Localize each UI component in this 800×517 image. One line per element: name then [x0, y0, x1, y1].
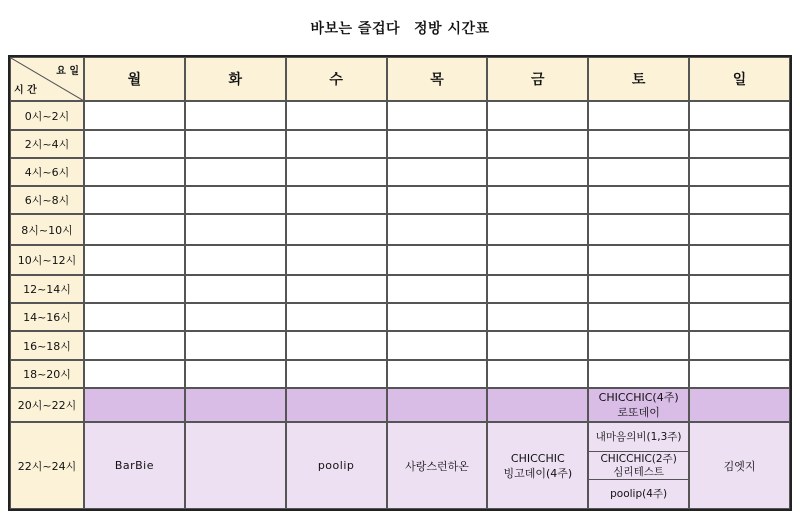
- program-name: 로또데이: [617, 406, 660, 420]
- schedule-cell: [84, 331, 185, 359]
- schedule-cell: [286, 360, 387, 388]
- schedule-cell: [588, 130, 689, 158]
- schedule-cell: [387, 101, 488, 129]
- program-name: 심리테스트: [613, 465, 664, 478]
- program-name: CHICCHIC(2주): [600, 452, 677, 465]
- schedule-cell: [84, 275, 185, 303]
- schedule-cell: [185, 331, 286, 359]
- day-header-tue: 화: [185, 57, 286, 101]
- schedule-cell: [84, 214, 185, 244]
- corner-time-label: 시 간: [14, 85, 37, 97]
- schedule-cell: [689, 331, 790, 359]
- schedule-cell: [185, 245, 286, 275]
- schedule-cell: [588, 245, 689, 275]
- title-part1: 바보는 즐겁다: [310, 21, 401, 37]
- schedule-cell: [588, 214, 689, 244]
- day-header-sat: 토: [588, 57, 689, 101]
- time-slot-label: 0시~2시: [10, 101, 84, 129]
- corner-cell: [10, 57, 84, 101]
- schedule-cell: [185, 214, 286, 244]
- corner-day-label: 요 일: [56, 66, 79, 77]
- schedule-cell: [185, 275, 286, 303]
- schedule-cell: [185, 422, 286, 509]
- schedule-cell: [588, 158, 689, 186]
- schedule-cell: [286, 303, 387, 331]
- schedule-cell: [286, 186, 387, 214]
- program-name: CHICCHIC(4주): [598, 391, 679, 405]
- schedule-cell: [286, 275, 387, 303]
- schedule-cell: [286, 214, 387, 244]
- time-slot-label: 14~16시: [10, 303, 84, 331]
- schedule-cell: [185, 388, 286, 422]
- sat-program-list: [589, 423, 688, 508]
- time-slot-label: 10시~12시: [10, 245, 84, 275]
- schedule-cell: [286, 331, 387, 359]
- schedule-cell: [588, 360, 689, 388]
- time-slot-label: 18~20시: [10, 360, 84, 388]
- schedule-cell: [387, 360, 488, 388]
- schedule-cell: [286, 130, 387, 158]
- header-row: [10, 57, 790, 101]
- schedule-cell: [387, 245, 488, 275]
- schedule-cell: [185, 303, 286, 331]
- table-row: [10, 388, 790, 422]
- schedule-cell: [84, 303, 185, 331]
- schedule-cell: [689, 130, 790, 158]
- schedule-cell: [487, 303, 588, 331]
- schedule-cell: [487, 275, 588, 303]
- program-cell-wed: poolip: [286, 422, 387, 509]
- schedule-cell: [84, 101, 185, 129]
- table-row: [10, 360, 790, 388]
- schedule-cell: [689, 214, 790, 244]
- schedule-cell: [588, 186, 689, 214]
- time-slot-label: 20시~22시: [10, 388, 84, 422]
- time-slot-label: 12~14시: [10, 275, 84, 303]
- schedule-cell: [689, 360, 790, 388]
- schedule-cell: [487, 214, 588, 244]
- schedule-cell: [689, 388, 790, 422]
- schedule-cell: [487, 130, 588, 158]
- day-header-thu: 목: [387, 57, 488, 101]
- schedule-cell: [487, 186, 588, 214]
- program-cell-sat: [588, 422, 689, 509]
- schedule-cell: [387, 331, 488, 359]
- schedule-cell: [84, 158, 185, 186]
- schedule-cell: [84, 388, 185, 422]
- time-slot-label: 16~18시: [10, 331, 84, 359]
- schedule-cell: [84, 130, 185, 158]
- schedule-cell: [84, 360, 185, 388]
- schedule-cell: [689, 275, 790, 303]
- program-cell-fri: [487, 422, 588, 509]
- schedule-cell: [387, 186, 488, 214]
- schedule-cell: [487, 158, 588, 186]
- schedule-cell: [689, 245, 790, 275]
- schedule-cell: [387, 130, 488, 158]
- schedule-cell: [588, 101, 689, 129]
- schedule-cell: [387, 388, 488, 422]
- schedule-cell: [487, 388, 588, 422]
- schedule-cell: [588, 303, 689, 331]
- table-row: [10, 422, 790, 509]
- table-row: [10, 245, 790, 275]
- day-header-wed: 수: [286, 57, 387, 101]
- table-row: [10, 303, 790, 331]
- schedule-cell: [185, 101, 286, 129]
- program-cell-thu: 사랑스런하온: [387, 422, 488, 509]
- time-slot-label: 6시~8시: [10, 186, 84, 214]
- table-row: [10, 158, 790, 186]
- day-header-fri: 금: [487, 57, 588, 101]
- day-header-sun: 일: [689, 57, 790, 101]
- schedule-cell: [689, 158, 790, 186]
- time-slot-label: 2시~4시: [10, 130, 84, 158]
- program-name: 빙고데이(4주): [503, 466, 573, 480]
- day-header-mon: 월: [84, 57, 185, 101]
- program-name: poolip(4주): [610, 487, 668, 500]
- schedule-cell: [185, 186, 286, 214]
- table-row: [10, 130, 790, 158]
- schedule-cell: [84, 186, 185, 214]
- program-cell-sun: 김엣지: [689, 422, 790, 509]
- table-row: [10, 101, 790, 129]
- table-row: [10, 186, 790, 214]
- schedule-cell-sat-20: [588, 388, 689, 422]
- schedule-cell: [689, 101, 790, 129]
- schedule-cell: [387, 214, 488, 244]
- schedule-cell: [689, 186, 790, 214]
- schedule-cell: [487, 360, 588, 388]
- schedule-cell: [689, 303, 790, 331]
- time-slot-label: 4시~6시: [10, 158, 84, 186]
- table-row: [10, 214, 790, 244]
- time-slot-label: 8시~10시: [10, 214, 84, 244]
- schedule-cell: [588, 331, 689, 359]
- table-row: [10, 275, 790, 303]
- program-name: CHICCHIC: [510, 451, 565, 465]
- schedule-cell: [286, 245, 387, 275]
- program-cell-mon: BarBie: [84, 422, 185, 509]
- schedule-cell: [387, 303, 488, 331]
- schedule-cell: [487, 101, 588, 129]
- page-title: [0, 18, 800, 38]
- schedule-cell: [185, 158, 286, 186]
- schedule-cell: [588, 275, 689, 303]
- time-slot-label: 22시~24시: [10, 422, 84, 509]
- schedule-cell: [286, 101, 387, 129]
- schedule-cell: [487, 245, 588, 275]
- schedule-cell: [84, 245, 185, 275]
- schedule-table: [8, 55, 792, 511]
- schedule-cell: [185, 130, 286, 158]
- schedule-cell: [185, 360, 286, 388]
- schedule-cell: [387, 158, 488, 186]
- schedule-cell: [286, 388, 387, 422]
- program-name: 내마음의비(1,3주): [595, 430, 682, 443]
- table-row: [10, 331, 790, 359]
- list-item: [589, 452, 688, 481]
- list-item: [589, 480, 688, 508]
- title-part2: 정방 시간표: [414, 21, 490, 37]
- schedule-cell: [487, 331, 588, 359]
- schedule-cell: [387, 275, 488, 303]
- schedule-cell: [286, 158, 387, 186]
- list-item: [589, 423, 688, 452]
